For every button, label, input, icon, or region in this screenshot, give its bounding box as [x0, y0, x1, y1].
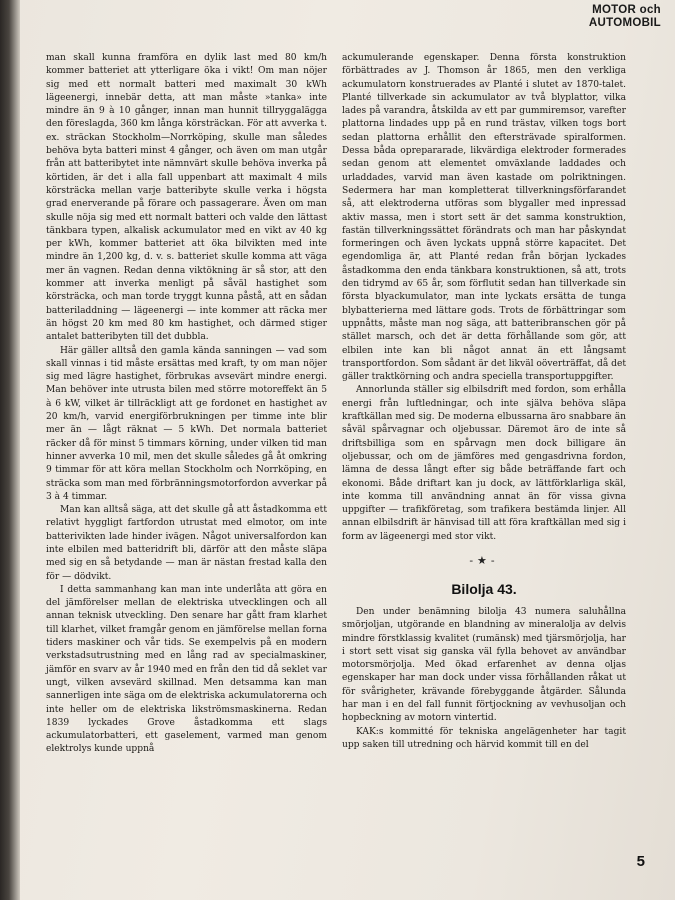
left-paragraph-1: man skall kunna framföra en dylik last med 80 km/h kommer batteriet att ytterligare öka i vikt! Om man nöjer sig med ett normalt batteri med maximalt 30 kWh lägeenergi, innebär detta, att man måste »tanka» inte mindre än 9 à 10 gånger, innan man hunnit tillryggalägga den föreslagda, 360 km långa körsträckan. För att avverka t. ex. sträckan Stockholm—Norrköping, skulle man således behöva byta batteri minst 4 gånger, och även om man utgår från att batteribytet inte nämnvärt skulle behöva inverka på körtiden, är det i alla fall uppenbart att maximalt 4 mils körsträcka mellan varje batteribyte skulle verka i högsta grad enerverande på förare och passagerare. Även om man skulle nöja sig med ett normalt batteri och valde den lättast tänkbara typen, alkalisk ackumulator med en vikt av 40 kg per kWh, kommer batteriet att öka bilvikten med inte mindre än 1,200 kg, d. v. s. batteriet skulle komma att väga mer än vagnen. Redan denna viktökning är så stor, att den kommer att inverka menligt på såväl hastighet som körsträcka, och man torde tryggt kunna påstå, att en sådan batteriladdning — lägeenergi — inte kommer att räcka mer än högst 20 km med 80 km hastighet, och därmed stiger antalet batteribyten till det dubbla. — [46, 53, 327, 343]
magazine-header — [589, 4, 661, 30]
section-title: Bilolja 43. — [451, 580, 517, 597]
binding-shadow — [0, 0, 20, 900]
header-line-2: AUTOMOBIL — [588, 17, 661, 29]
section-paragraph-2: KAK:s kommitté för tekniska angelägenheter har tagit upp saken till utredning och härvid kommit till en del — [342, 726, 626, 750]
right-paragraph-1: ackumulerande egenskaper. Denna första konstruktion förbättrades av J. Thomson år 1865, men den verkliga ackumulatorn konstruerades av Planté i slutet av 1870-talet. Planté tillverkade sin ackumulator av två blyplattor, vilka lades på varandra, åtskilda av ett par gummiremsor, varefter plattorna lindades upp på en rund trästav, vilken togs bort sedan plattorna erhållit den eftersträvade spiralformen. Dessa båda oprepararade, likvärdiga elektroder formerades sedan genom att elementet omväxlande laddades och urladdades, varvid man även kastade om polriktningen. Sedermera har man kompletterat tillverkningsförfarandet så, att elektroderna utföras som blygaller med inpressad aktiv massa, men i stort sett är det samma konstruktion, fastän tillverkningssättet förändrats och man har påskyndat formeringen och även lyckats uppnå större kapacitet. Det egendomliga är, att Planté redan från början lyckades åstadkomma den enda tänkbara konstruktionen, så att, trots den tidrymd av 65 år, som förflutit sedan han tillverkade sin första blyackumulator, man inte lyckats ersätta de tunga blybatterierna med lättare gods. Trots de förbättringar som uppnåtts, måste man nog säga, att batteribranschen gör på stället marsch, och det är detta förhållande som gör, att elbilen inte kan bli något annat än ett långsamt transportfordon. Som sådant är det likväl oöverträffat, då det gäller traktkörning och andra speciella transportuppgifter. — [342, 53, 626, 383]
right-paragraph-2: Annorlunda ställer sig elbilsdrift med fordon, som erhålla energi från luftledningar, och inte själva behöva släpa kraftkällan med sig. De moderna elbussarna äro snabbare än såväl spårvagnar och oljebussar. Däremot äro de inte så driftsbilliga som en spårvagn men dock billigare än oljebussar, och om de jämföres med gengasdrivna fordon, lämna de dessa långt efter sig både beträffande fart och ekonomi. Både driftart kan ju dock, av lättförklarliga skäl, inte komma till användning annat än för vissa givna uppgifter — trafikföretag, som trafikera bestämda linjer. All annan elbilsdrift är hänvisad till att föra kraftkällan med sig i form av lägeenergi med stor vikt. — [342, 385, 626, 542]
left-column — [46, 52, 327, 757]
section-paragraph-1: Den under benämning bilolja 43 numera saluhållna smörjoljan, utgörande en blandning av mineralolja av delvis mindre förstklassig kvalitet (rumänsk) med tjärsmörjolja, har i stort sett visat sig ganska väl fylla behovet av användbar motorsmörjolja. Med ökad erfarenhet av denna oljas egenskaper har man dock under vissa förhållanden råkat ut för svårigheter, krävande förebyggande åtgärder. Sålunda har man i en del fall funnit förtjockning av vevhusoljan och hopbeckning av motorn vintertid. — [342, 606, 626, 724]
right-column — [342, 52, 626, 752]
section-divider: -★- — [469, 553, 499, 567]
left-paragraph-2: Här gäller alltså den gamla kända sanningen — vad som skall vinnas i tid måste ersättas med kraft, ty om man nöjer sig med lägre hastighet, förbrukas avsevärt mindre energi. Man behöver inte utrusta bilen med större motoreffekt än 5 à 6 kW, vilket är tillräckligt att ge fordonet en hastighet av 20 km/h, varvid energiförbrukningen per timme inte blir mer än — lågt räknat — 5 kWh. Det normala batteriet räcker då för minst 5 timmars körning, under vilken tid man hinner avverka 10 mil, men det skulle således gå åt omkring 9 timmar för att köra mellan Stockholm och Norrköping, en sträcka som man med förbränningsmotorfordon avverkar på 3 à 4 timmar. — [46, 345, 327, 502]
page-number: 5 — [636, 853, 645, 870]
left-paragraph-4: I detta sammanhang kan man inte underlåta att göra en del jämförelser mellan de elektriska utvecklingen och all annan teknisk utveckling. Den senare har gått fram klarhet till klarhet, vilket framgår genom en jämförelse mellan forna tiders maskiner och vår tids. Se exempelvis på en modern verkstadsutrustning med en lång rad av specialmaskiner, jämför en svarv av år 1940 med en från den tid då seklet var ungt, vilken avsevärd skillnad. Men detsamma kan man sannerligen inte säga om de elektriska ackumulatorerna och inte heller om de elektriska likströmsmaskinerna. Redan 1839 lyckades Grove åstadkomma ett slags ackumulatorbatteri, ett gaselement, varmed man genom elektrolys kunde uppnå — [46, 584, 327, 755]
left-paragraph-3: Man kan alltså säga, att det skulle gå att åstadkomma ett relativt hyggligt fartfordon utrustat med elmotor, om inte batterivikten lade hinder ivägen. Något universalfordon kan inte elbilen med batteridrift bli, därför att den måste släpa med sig en så betydande — man är nästan frestad kalla den för — dödvikt. — [46, 505, 327, 582]
header-line-1: MOTOR och — [592, 4, 661, 16]
